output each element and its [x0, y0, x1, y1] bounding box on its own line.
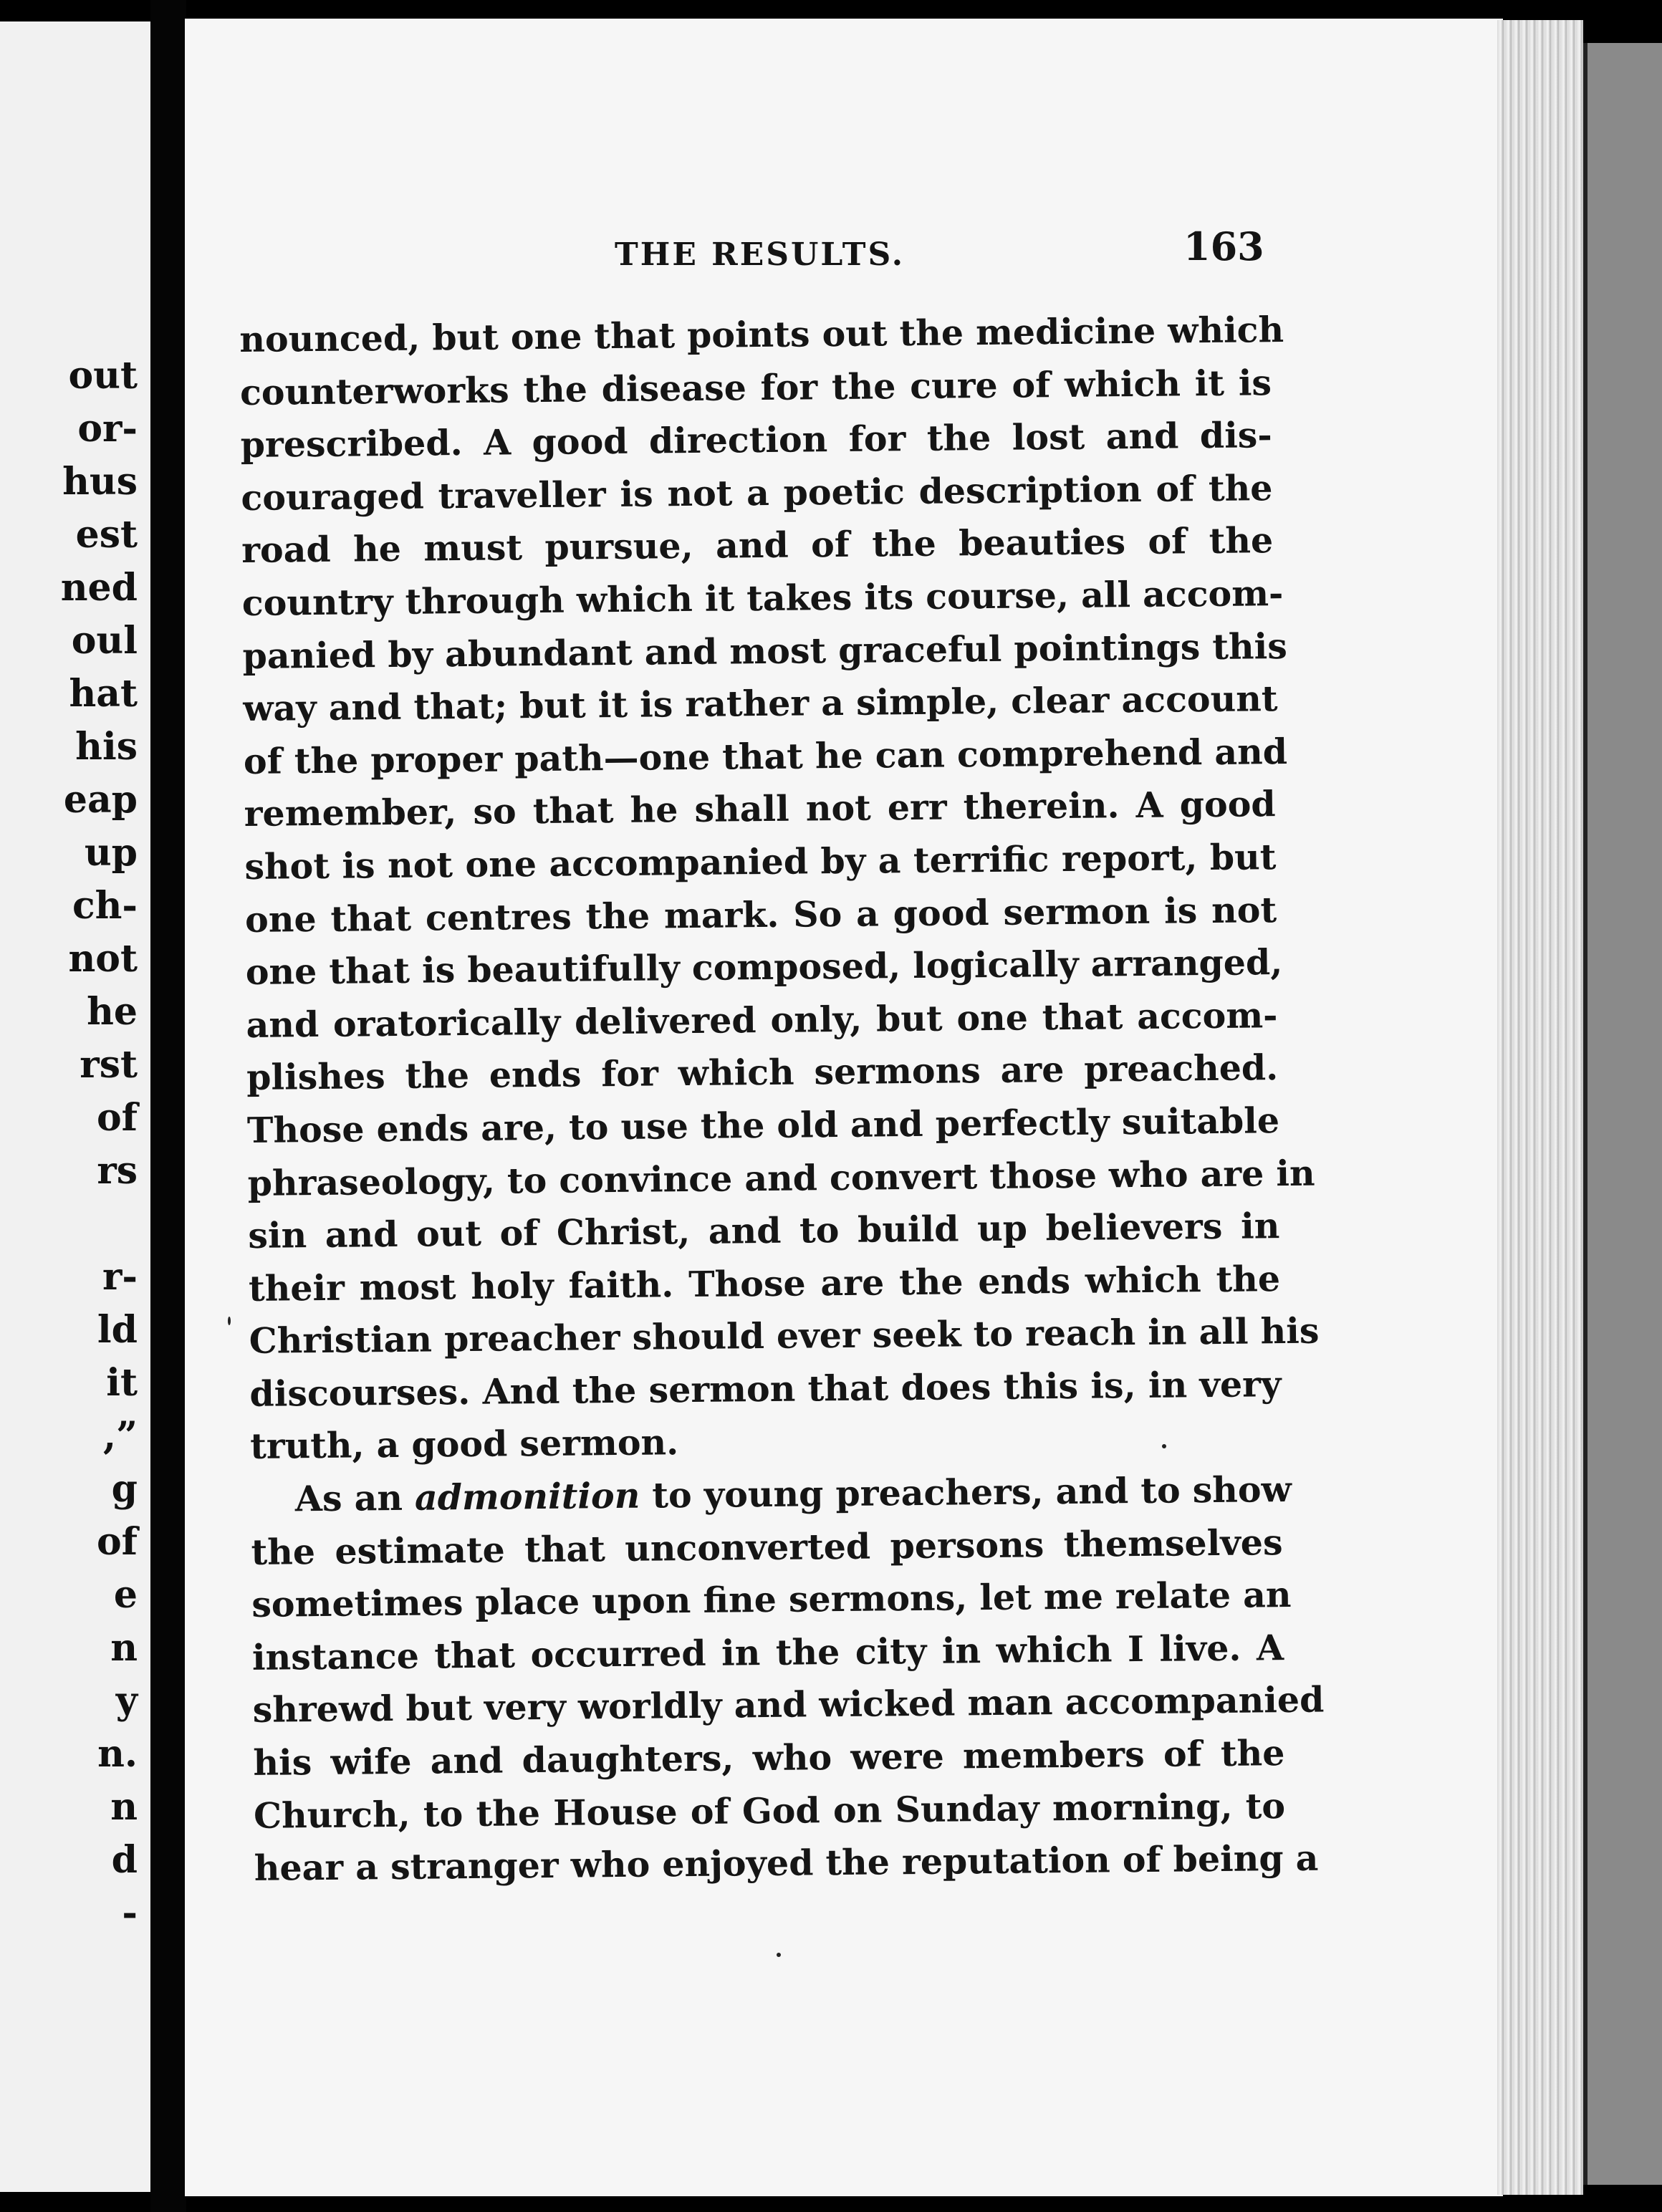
text-line: Church, to the House of God on Sunday morning, to — [253, 1784, 1286, 1837]
print-speck — [228, 1317, 231, 1325]
fragment: hat — [69, 672, 138, 716]
text-line: the estimate that unconverted persons themselves — [251, 1521, 1283, 1573]
text-line: phraseology, to convince and convert those who are in — [247, 1152, 1315, 1204]
text-line: remember, so that he shall not err therein. A good — [244, 783, 1276, 835]
previous-page-edge — [0, 21, 150, 2192]
fragment: n. — [97, 1732, 138, 1776]
fragment: of — [96, 1096, 138, 1140]
text-line: sin and out of Christ, and to build up believers in — [248, 1205, 1280, 1257]
fragment: g — [111, 1467, 138, 1511]
fragment: oul — [71, 619, 138, 663]
fragment: n — [110, 1626, 138, 1670]
fragment: e — [113, 1573, 138, 1617]
fragment: - — [122, 1891, 138, 1935]
text-line: instance that occurred in the city in which I live. A — [251, 1626, 1284, 1678]
fragment: est — [75, 513, 138, 557]
fragment: out — [68, 354, 138, 398]
fragment: y — [115, 1679, 138, 1723]
text-line: nounced, but one that points out the medicine which — [239, 309, 1284, 360]
body-text — [239, 304, 1325, 1895]
text-line: country through which it takes its course, all accom- — [241, 572, 1284, 624]
text-line: shrewd but very worldly and wicked man accompanied — [252, 1678, 1325, 1731]
previous-page-text-fragments — [61, 350, 138, 1940]
text-line: of the proper path—one that he can comprehend and — [243, 730, 1288, 782]
fragment: d — [111, 1838, 138, 1882]
fragment: r- — [102, 1255, 138, 1299]
text-line: Those ends are, to use the old and perfectly suitable — [246, 1100, 1280, 1151]
fragment: n — [110, 1785, 138, 1829]
text-line: their most holy faith. Those are the ends which the — [248, 1257, 1281, 1309]
fragment: ,” — [102, 1414, 138, 1458]
fragment: or- — [77, 407, 138, 451]
text-line: discourses. And the sermon that does this is, in very — [249, 1362, 1282, 1415]
running-head: THE RESULTS. — [615, 236, 906, 273]
text-line: way and that; but it is rather a simple, clear account — [243, 678, 1278, 730]
text-line: truth, a good sermon. — [249, 1421, 679, 1468]
text-line: couraged traveller is not a poetic description of the — [241, 466, 1273, 519]
stacked-page-edges — [1497, 20, 1583, 2195]
fragment: rst — [80, 1043, 138, 1087]
fragment: it — [106, 1361, 138, 1405]
text-line: his wife and daughters, who were members of the — [253, 1732, 1285, 1784]
fragment: he — [87, 990, 138, 1034]
text-line: shot is not one accompanied by a terrific report, but — [244, 836, 1277, 888]
book-gutter — [150, 0, 186, 2212]
fragment: up — [84, 831, 138, 875]
fragment-gap — [61, 1198, 138, 1251]
fragment: ned — [60, 566, 138, 610]
text-line: one that is beautifully composed, logically arranged, — [245, 941, 1283, 994]
text-line: and oratorically delivered only, but one that accom- — [246, 994, 1278, 1046]
text-line: road he must pursue, and of the beauties of the — [241, 519, 1274, 572]
page-number: 163 — [1183, 223, 1264, 269]
fragment: ch- — [72, 884, 138, 928]
paragraph-first-line — [251, 1463, 1292, 1526]
fragment: not — [68, 937, 138, 981]
fragment: hus — [62, 460, 138, 504]
text-line: prescribed. A good direction for the lost and dis- — [240, 414, 1272, 466]
text-line: sometimes place upon fine sermons, let me relate an — [251, 1574, 1292, 1626]
text-line: Christian preacher should ever seek to reach in all his — [249, 1309, 1320, 1362]
emphasized-word: admonition — [414, 1474, 640, 1519]
fragment: ld — [97, 1308, 138, 1352]
text-line: plishes the ends for which sermons are preached. — [246, 1047, 1279, 1099]
fragment: of — [96, 1520, 138, 1564]
fragment: eap — [63, 778, 138, 822]
fragment: his — [75, 725, 138, 769]
text-span: As an — [294, 1476, 416, 1520]
text-line: one that centres the mark. So a good sermon is not — [244, 888, 1277, 941]
fragment: rs — [97, 1149, 138, 1193]
print-speck — [1162, 1444, 1166, 1448]
print-speck — [777, 1953, 781, 1957]
text-line: hear a stranger who enjoyed the reputation of being a — [254, 1837, 1319, 1890]
text-span: to young preachers, and to show — [640, 1468, 1292, 1516]
text-line: panied by abundant and most graceful pointings this — [242, 625, 1288, 677]
text-line: counterworks the disease for the cure of which it is — [239, 361, 1272, 413]
book-cover-edge — [1583, 43, 1662, 2185]
